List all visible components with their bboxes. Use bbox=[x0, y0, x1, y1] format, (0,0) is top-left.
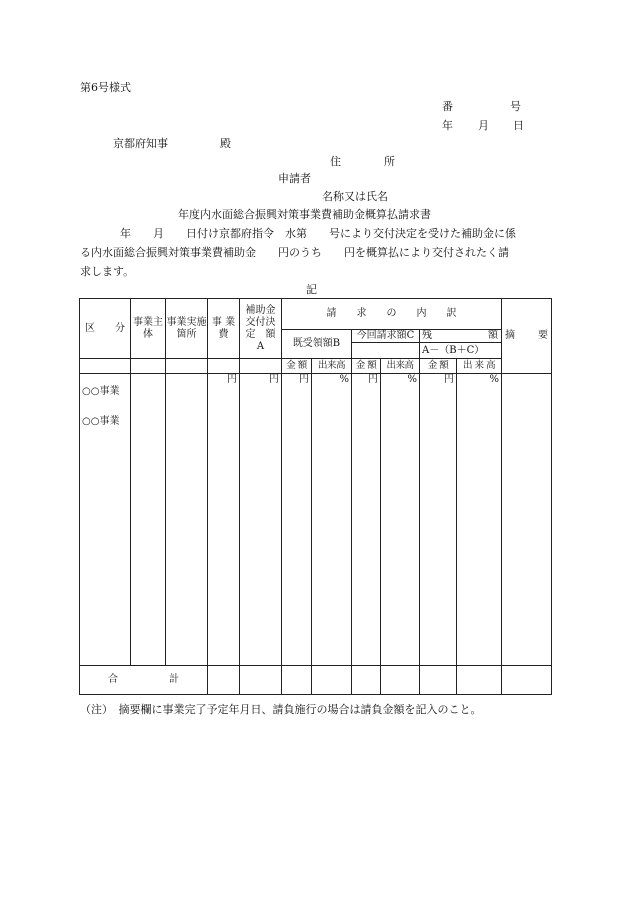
subsidy-cell[interactable] bbox=[240, 374, 282, 666]
total-remarks-cell[interactable] bbox=[502, 666, 552, 695]
remaining-header-b: 額 bbox=[488, 330, 499, 341]
prev-progress-cell[interactable] bbox=[312, 374, 352, 666]
body-line-2: る内水面総合振興対策事業費補助金 円のうち 円を概算払により交付されたく請 bbox=[80, 246, 509, 259]
date-year: 年 bbox=[442, 119, 453, 132]
header-spacer bbox=[80, 359, 131, 374]
entity-cell[interactable] bbox=[131, 374, 166, 666]
category-header: 区 分 bbox=[80, 299, 131, 359]
total-label bbox=[80, 666, 208, 695]
subsidy-header-text: 補助金交付決定 額 bbox=[245, 304, 276, 340]
cost-unit: 円 bbox=[227, 374, 237, 385]
date-day: 日 bbox=[513, 119, 524, 132]
current-amount-cell[interactable] bbox=[352, 374, 381, 666]
address-label-b: 所 bbox=[384, 155, 395, 168]
breakdown-table bbox=[79, 298, 552, 695]
remain-amount-cell[interactable] bbox=[420, 374, 457, 666]
location-cell[interactable] bbox=[166, 374, 208, 666]
header-spacer bbox=[166, 359, 208, 374]
remarks-header bbox=[502, 299, 552, 374]
breakdown-header: 請 求 の 内 訳 bbox=[282, 299, 502, 330]
remain-progress-cell[interactable] bbox=[457, 374, 502, 666]
body-line-1: 年 月 日付け京都府指令 水第 号により交付決定を受けた補助金に係 bbox=[120, 227, 516, 240]
cost-header: 事 業費 bbox=[208, 299, 240, 359]
total-prev-amount-cell[interactable] bbox=[282, 666, 312, 695]
remarks-header-a: 摘 bbox=[505, 330, 516, 341]
remain-amount-header: 金 額 bbox=[420, 359, 457, 374]
prev-received-header: 既受領額B bbox=[282, 330, 352, 359]
prev-progress-unit: % bbox=[339, 374, 349, 385]
total-prev-progress-cell[interactable] bbox=[312, 666, 352, 695]
request-body bbox=[80, 224, 550, 281]
remarks-cell[interactable] bbox=[502, 374, 552, 666]
addressee-name: 京都府知事 bbox=[113, 137, 168, 150]
remarks-header-b: 要 bbox=[538, 330, 549, 341]
footnote: （注） 摘要欄に事業完了予定年月日、請負施行の場合は請負金額を記入のこと。 bbox=[80, 703, 482, 716]
remain-amount-unit: 円 bbox=[444, 374, 454, 385]
remaining-formula: A－（B＋C） bbox=[420, 343, 502, 359]
addressee-honorific: 殿 bbox=[220, 137, 231, 150]
address-label-a: 住 bbox=[330, 155, 341, 168]
total-subsidy-cell[interactable] bbox=[240, 666, 282, 695]
header-spacer bbox=[131, 359, 166, 374]
applicant-name-label: 名称又は氏名 bbox=[322, 190, 388, 203]
header-spacer bbox=[240, 359, 282, 374]
total-remain-progress-cell[interactable] bbox=[457, 666, 502, 695]
current-request-blank bbox=[352, 343, 420, 359]
total-cost-cell[interactable] bbox=[208, 666, 240, 695]
cost-cell[interactable] bbox=[208, 374, 240, 666]
form-number: 第6号様式 bbox=[80, 81, 131, 94]
current-amount-unit: 円 bbox=[368, 374, 378, 385]
total-label-a: 合 bbox=[108, 674, 118, 685]
remaining-header-a: 残 bbox=[422, 330, 432, 341]
remain-progress-header: 出 来 高 bbox=[457, 359, 502, 374]
document-title: 年度内水面総合振興対策事業費補助金概算払請求書 bbox=[178, 208, 431, 221]
current-request-header: 今回請求額C bbox=[352, 330, 420, 343]
number-label: 番 bbox=[442, 100, 453, 113]
entity-header: 事業主体 bbox=[131, 299, 166, 359]
number-suffix: 号 bbox=[510, 100, 521, 113]
prev-amount-header: 金 額 bbox=[282, 359, 312, 374]
category-column-body bbox=[80, 374, 131, 666]
current-progress-cell[interactable] bbox=[381, 374, 420, 666]
total-current-progress-cell[interactable] bbox=[381, 666, 420, 695]
prev-progress-header: 出来高 bbox=[312, 359, 352, 374]
total-remain-amount-cell[interactable] bbox=[420, 666, 457, 695]
prev-amount-unit: 円 bbox=[299, 374, 309, 385]
current-progress-unit: % bbox=[407, 374, 417, 385]
total-current-amount-cell[interactable] bbox=[352, 666, 381, 695]
remain-progress-unit: % bbox=[489, 374, 500, 385]
ki-label: 記 bbox=[306, 283, 317, 296]
subsidy-mark: A bbox=[256, 340, 265, 352]
total-label-b: 計 bbox=[169, 674, 179, 685]
applicant-label: 申請者 bbox=[278, 172, 311, 185]
date-month: 月 bbox=[478, 119, 489, 132]
subsidy-header bbox=[240, 299, 282, 359]
remaining-header bbox=[420, 330, 502, 343]
subsidy-unit: 円 bbox=[269, 374, 279, 385]
row-label-1: ○○事業 bbox=[82, 386, 120, 397]
current-progress-header: 出来高 bbox=[381, 359, 420, 374]
prev-amount-cell[interactable] bbox=[282, 374, 312, 666]
current-amount-header: 金 額 bbox=[352, 359, 381, 374]
location-header: 事業実施箇所 bbox=[166, 299, 208, 359]
body-line-3: 求します。 bbox=[80, 265, 135, 278]
header-spacer bbox=[208, 359, 240, 374]
row-label-2: ○○事業 bbox=[82, 416, 120, 427]
